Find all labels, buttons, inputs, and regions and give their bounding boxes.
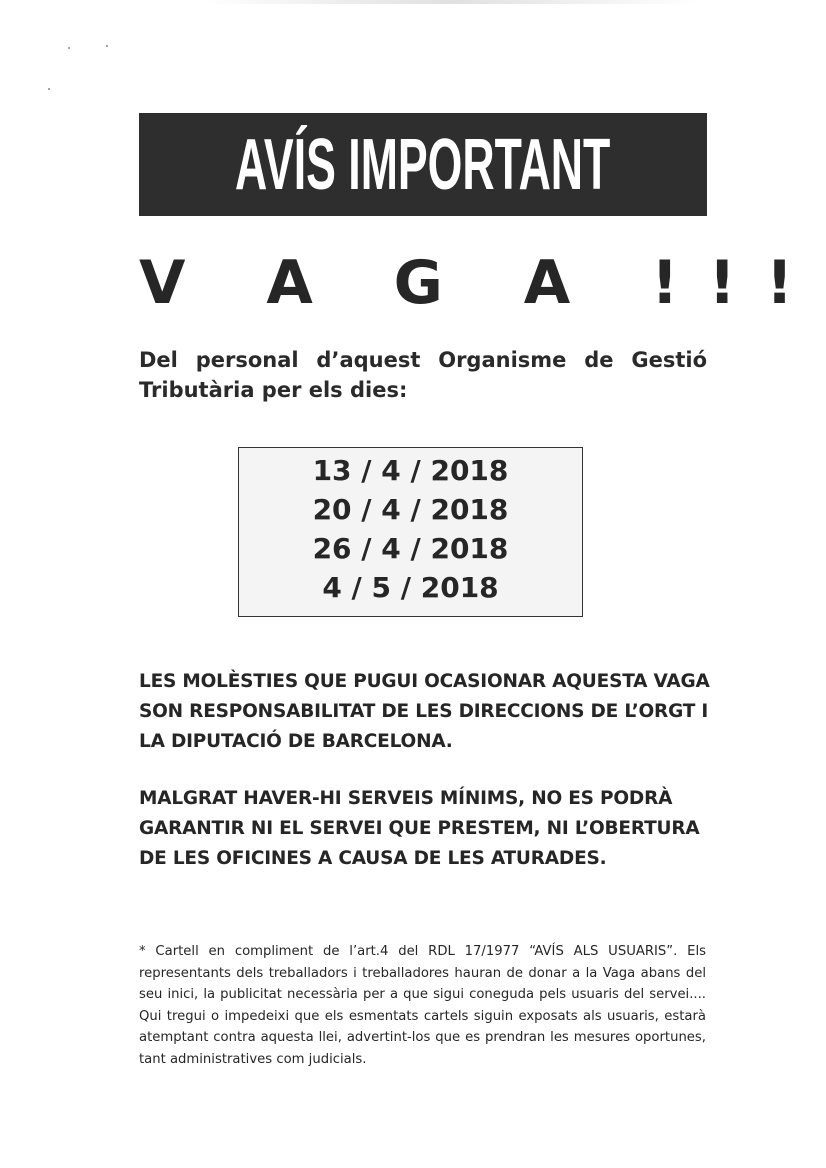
strike-date: 13 / 4 / 2018 <box>312 454 509 487</box>
strike-date: 4 / 5 / 2018 <box>322 571 499 604</box>
scan-speck <box>68 47 70 49</box>
legal-footnote: * Cartell en compliment de l’art.4 del RDL 17/1977 “AVÍS ALS USUARIS”. Els representants dels treballadors i treballadores hauran de donar a la Vaga abans del seu inici, la publicitat necessària per a que sigui coneguda pels usuaris del servei.... Qui tregui o impedeixi que els esmentats cartels siguin exposats als usuaris, estarà atemptant contra aquesta llei, advertint-los que es prendran les mesures oportunes, tant administratives com judicials. <box>139 944 706 1067</box>
strike-date: 20 / 4 / 2018 <box>312 493 509 526</box>
scan-speck <box>106 45 108 47</box>
strike-date: 26 / 4 / 2018 <box>312 532 509 565</box>
responsibility-notice: LES MOLÈSTIES QUE PUGUI OCASIONAR AQUESTA VAGA SON RESPONSABILITAT DE LES DIRECCIONS DE L’ORGT I LA DIPUTACIÓ DE BARCELONA. <box>139 671 710 752</box>
scan-speck <box>48 88 50 90</box>
intro-text: Del personal d’aquest Organisme de Gestió Tributària per els dies: <box>139 348 707 402</box>
strike-dates-box <box>238 447 583 617</box>
notice-banner <box>139 113 707 216</box>
strike-headline: V A G A !!! <box>139 248 824 318</box>
scan-shadow <box>200 0 700 4</box>
banner-title: AVÍS IMPORTANT <box>235 124 611 205</box>
service-notice: MALGRAT HAVER-HI SERVEIS MÍNIMS, NO ES PODRÀ GARANTIR NI EL SERVEI QUE PRESTEM, NI L’OBERTURA DE LES OFICINES A CAUSA DE LES ATURADES. <box>139 788 700 869</box>
